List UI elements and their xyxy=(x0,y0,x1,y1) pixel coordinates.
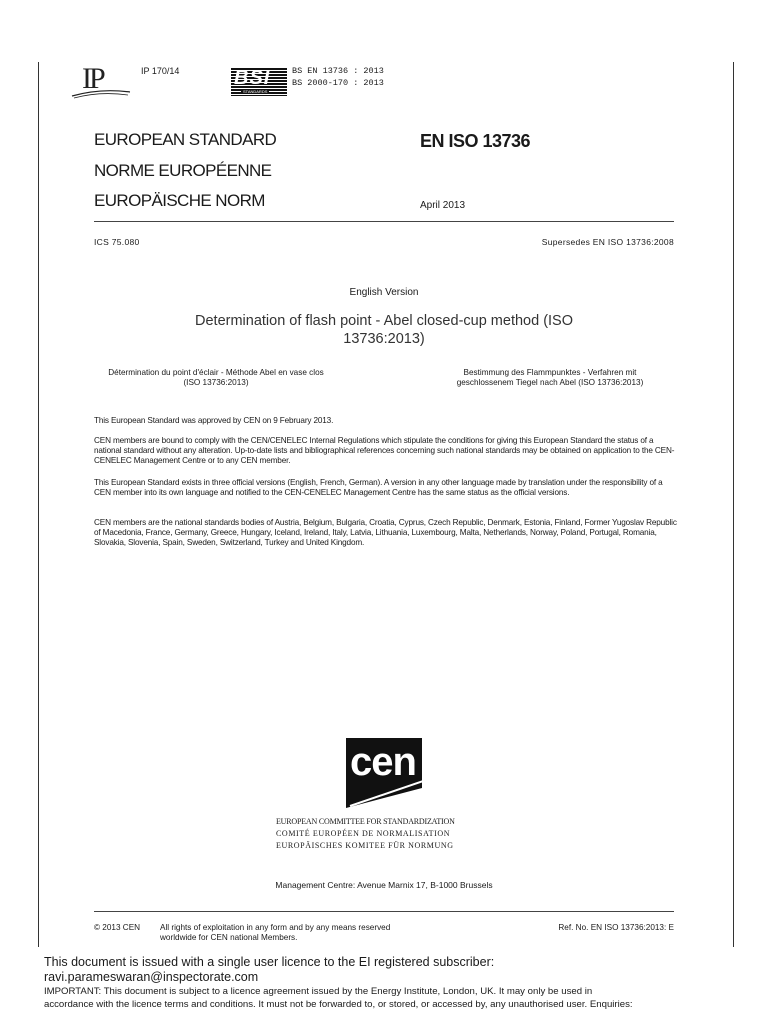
bs-number-2: BS 2000-170 : 2013 xyxy=(292,78,384,88)
standard-number: EN ISO 13736 xyxy=(420,131,531,151)
title-fr: NORME EUROPÉENNE xyxy=(94,161,272,180)
reference-number: Ref. No. EN ISO 13736:2013: E xyxy=(558,923,674,932)
ics-code: ICS 75.080 xyxy=(94,237,140,247)
publication-date: April 2013 xyxy=(420,200,466,211)
right-margin-line xyxy=(733,62,734,947)
cen-logo xyxy=(346,738,426,810)
fr-subtitle-line2: (ISO 13736:2013) xyxy=(183,378,249,387)
cen-logo-letters: cen xyxy=(350,740,416,784)
title-en: EUROPEAN STANDARD xyxy=(94,130,277,149)
licence-email[interactable]: ravi.parameswaran@inspectorate.com xyxy=(44,970,259,984)
bsi-logo xyxy=(231,68,287,96)
management-centre: Management Centre: Avenue Marnix 17, B-1000 Brussels xyxy=(275,880,493,890)
version-label: English Version xyxy=(349,287,419,298)
licence-important-line1: IMPORTANT: This document is subject to a licence agreement issued by the Energy Institute, London, UK. It may only be used in xyxy=(44,986,593,997)
compliance-paragraph: CEN members are bound to comply with the CEN/CENELEC Internal Regulations which stipulate the conditions for giving this European Standard the status of a national standard without any alteration. Up-to-date lists and bibliographical references concerning such national standards may be obtained on application to the CEN-CENELEC Management Centre or to any CEN member. xyxy=(94,436,675,466)
left-margin-line xyxy=(38,62,39,947)
main-title-line2: 13736:2013) xyxy=(343,331,425,347)
committee-en: EUROPEAN COMMITTEE FOR STANDARDIZATION xyxy=(276,817,455,826)
licence-important-line2: accordance with the licence terms and conditions. It must not be forwarded to, or stored, or accessed by, any unauthorised user. Enquiries: xyxy=(44,999,633,1010)
footer-divider xyxy=(94,911,674,912)
committee-fr: COMITÉ EUROPÉEN DE NORMALISATION xyxy=(276,829,451,838)
title-de: EUROPÄISCHE NORM xyxy=(94,191,265,210)
title-divider xyxy=(94,221,674,222)
rights-line1: All rights of exploitation in any form and by any means reserved xyxy=(160,923,391,932)
ip-logo-letters: IP xyxy=(82,62,103,95)
licence-line1: This document is issued with a single user licence to the EI registered subscriber: xyxy=(44,955,495,969)
main-title-line1: Determination of flash point - Abel closed-cup method (ISO xyxy=(195,313,573,329)
committee-de: EUROPÄISCHES KOMITEE FÜR NORMUNG xyxy=(276,841,454,850)
fr-subtitle-line1: Détermination du point d'éclair - Méthode Abel en vase clos xyxy=(108,368,324,377)
bsi-logo-letters: BSI xyxy=(234,67,271,89)
supersedes: Supersedes EN ISO 13736:2008 xyxy=(541,237,674,247)
de-subtitle-line1: Bestimmung des Flammpunktes - Verfahren mit xyxy=(463,368,637,377)
bs-number-1: BS EN 13736 : 2013 xyxy=(292,66,384,76)
approval-paragraph: This European Standard was approved by CEN on 9 February 2013. xyxy=(94,416,334,425)
ip-number: IP 170/14 xyxy=(141,66,180,76)
bsi-logo-subtext: STANDARDS xyxy=(243,89,268,94)
de-subtitle-line2: geschlossenem Tiegel nach Abel (ISO 13736:2013) xyxy=(456,378,644,387)
rights-line2: worldwide for CEN national Members. xyxy=(160,933,298,942)
members-paragraph: CEN members are the national standards bodies of Austria, Belgium, Bulgaria, Croatia, Cyprus, Czech Republic, Denmark, Estonia, Finland, Former Yugoslav Republic of Macedonia, France, Germany, Greece, Hungary, Iceland, Ireland, Italy, Latvia, Lithuania, Luxembourg, Malta, Netherlands, Norway, Poland, Portugal, Romania, Slovakia, Slovenia, Spain, Sweden, Switzerland, Turkey and United Kingdom. xyxy=(94,518,677,548)
copyright: © 2013 CEN xyxy=(94,923,141,932)
ip-logo xyxy=(70,64,132,100)
versions-paragraph: This European Standard exists in three official versions (English, French, German). A version in any other language made by translation under the responsibility of a CEN member into its own language and notified to the CEN-CENELEC Management Centre has the same status as the official versions. xyxy=(94,478,663,498)
